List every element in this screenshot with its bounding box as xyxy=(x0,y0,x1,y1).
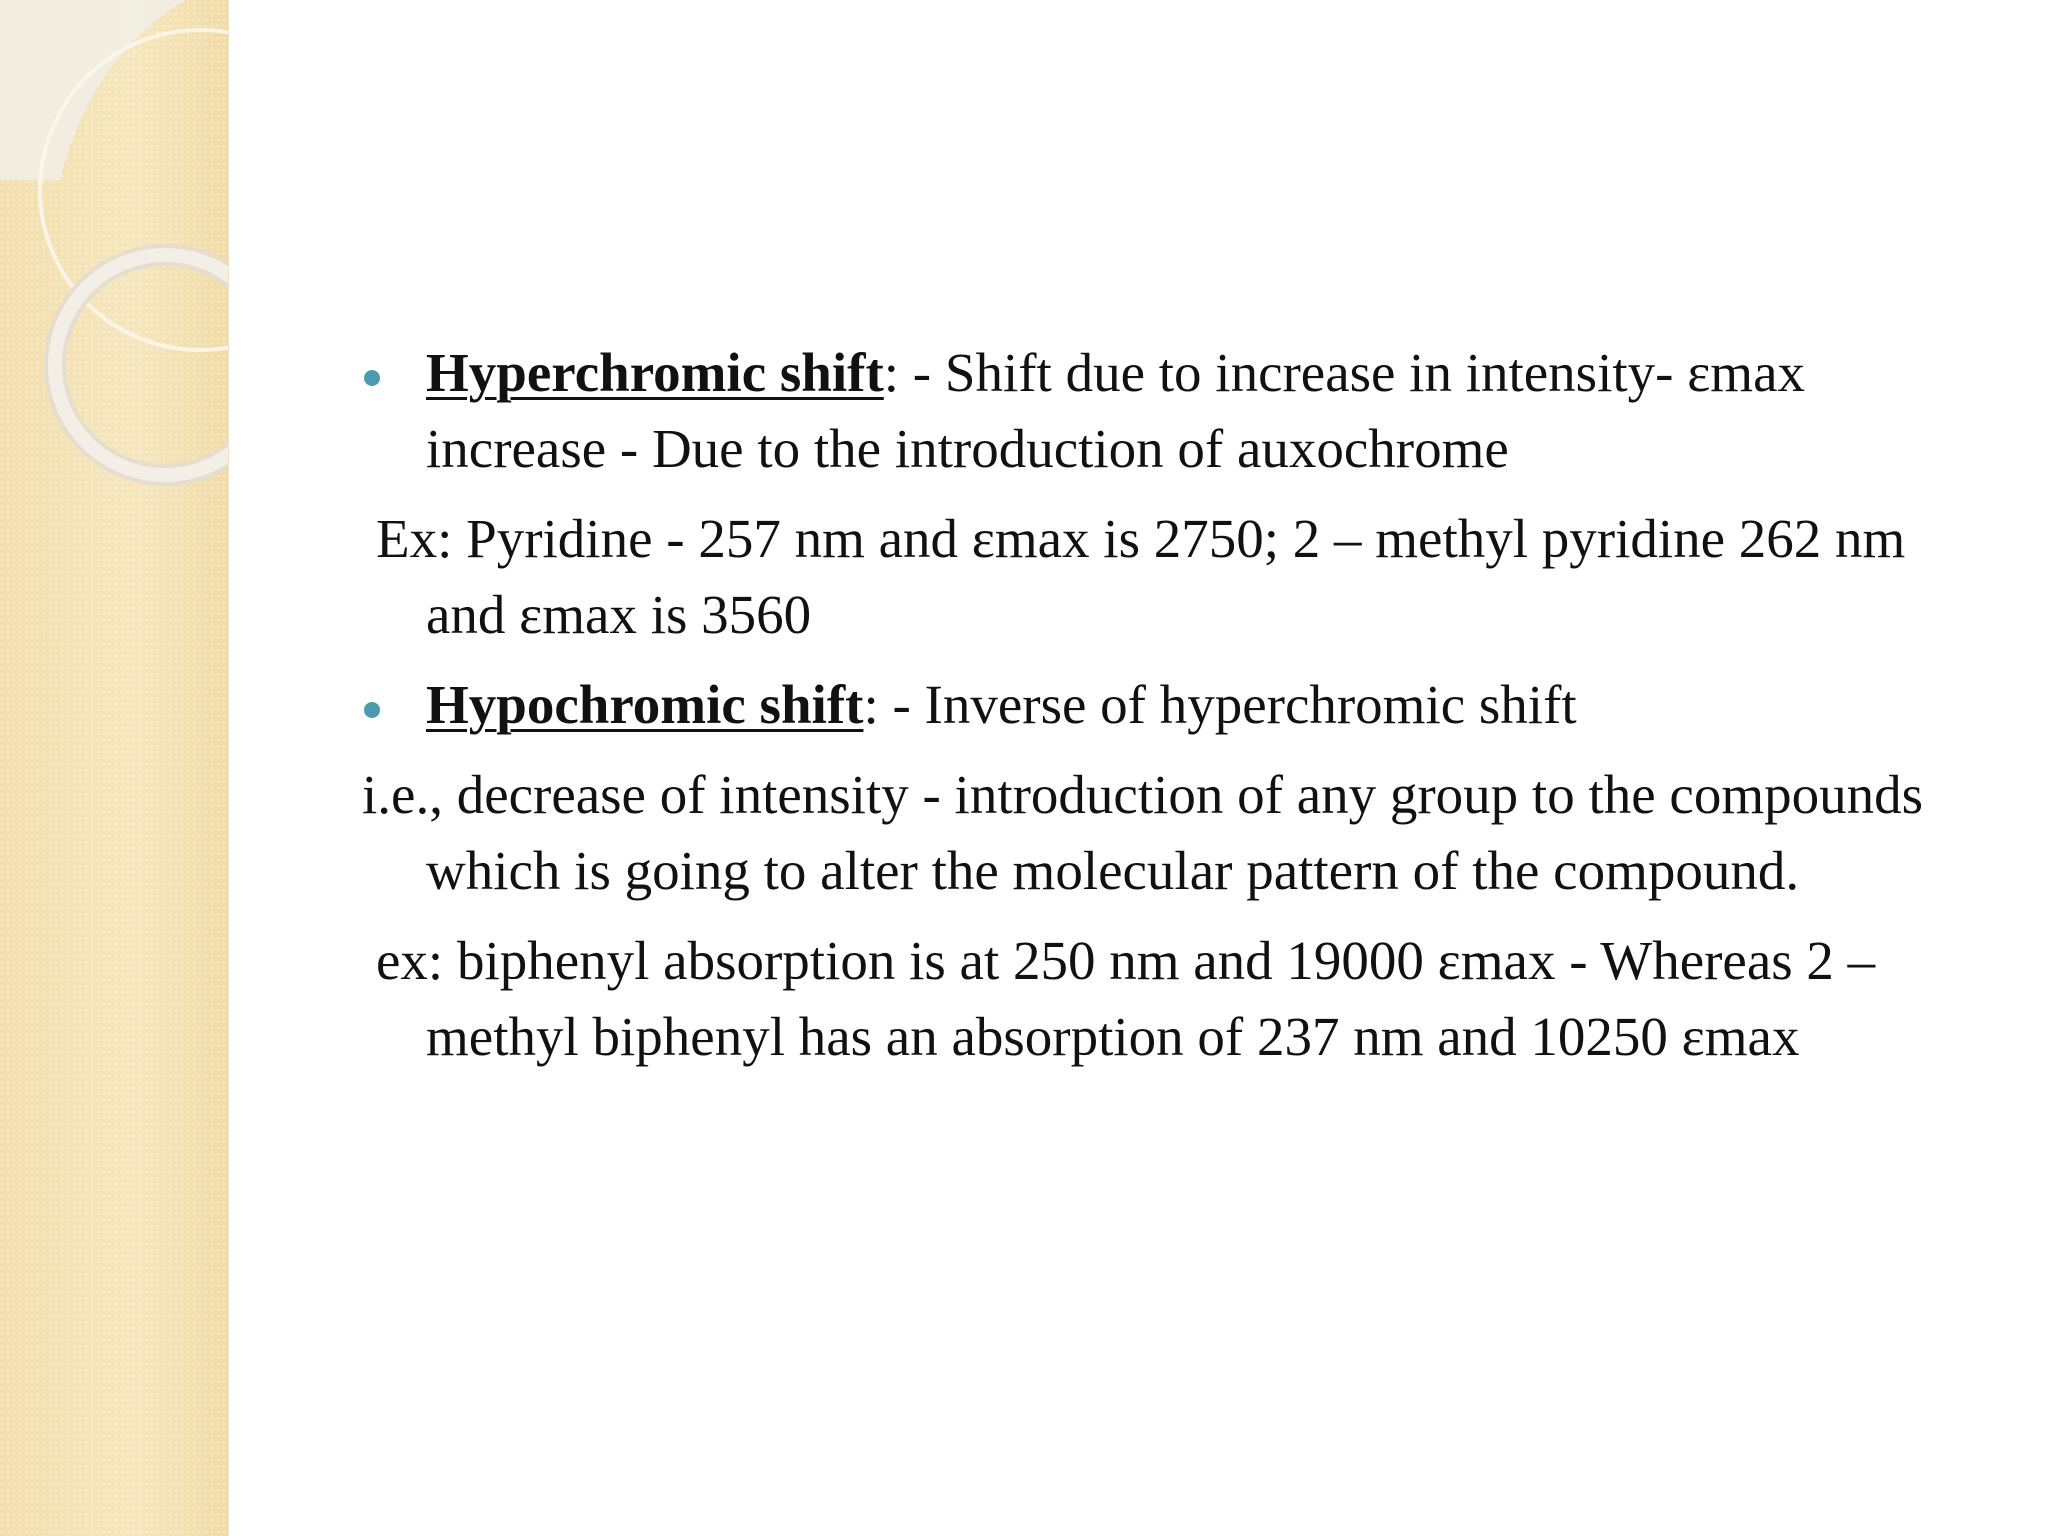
hypochromic-explanation-text: i.e., decrease of intensity - introduction of any group to the compounds which is going to alter the molecular pattern of the compound. xyxy=(362,764,1924,901)
slide-body xyxy=(356,335,1996,1089)
definition-hypochromic: : - Inverse of hyperchromic shift xyxy=(863,674,1577,735)
term-hyperchromic-shift: Hyperchromic shift xyxy=(426,342,884,403)
example-pyridine xyxy=(356,501,1996,653)
bullet-hypochromic xyxy=(356,667,1996,743)
decorative-rings xyxy=(0,0,228,560)
definition-hyperchromic: : - Shift due to increase in intensity- εmax increase - Due to the introduction of auxochrome xyxy=(426,342,1806,479)
example-biphenyl xyxy=(356,923,1996,1075)
term-hypochromic-shift: Hypochromic shift xyxy=(426,674,864,735)
example-pyridine-text: Ex: Pyridine - 257 nm and εmax is 2750; 2 – methyl pyridine 262 nm and εmax is 3560 xyxy=(376,508,1906,645)
example-biphenyl-text: ex: biphenyl absorption is at 250 nm and 19000 εmax - Whereas 2 –methyl biphenyl has an absorption of 237 nm and 10250 εmax xyxy=(376,930,1876,1067)
bullet-icon xyxy=(364,702,380,718)
bullet-icon xyxy=(364,370,380,386)
bullet-hyperchromic xyxy=(356,335,1996,487)
hypochromic-explanation xyxy=(356,757,1996,909)
